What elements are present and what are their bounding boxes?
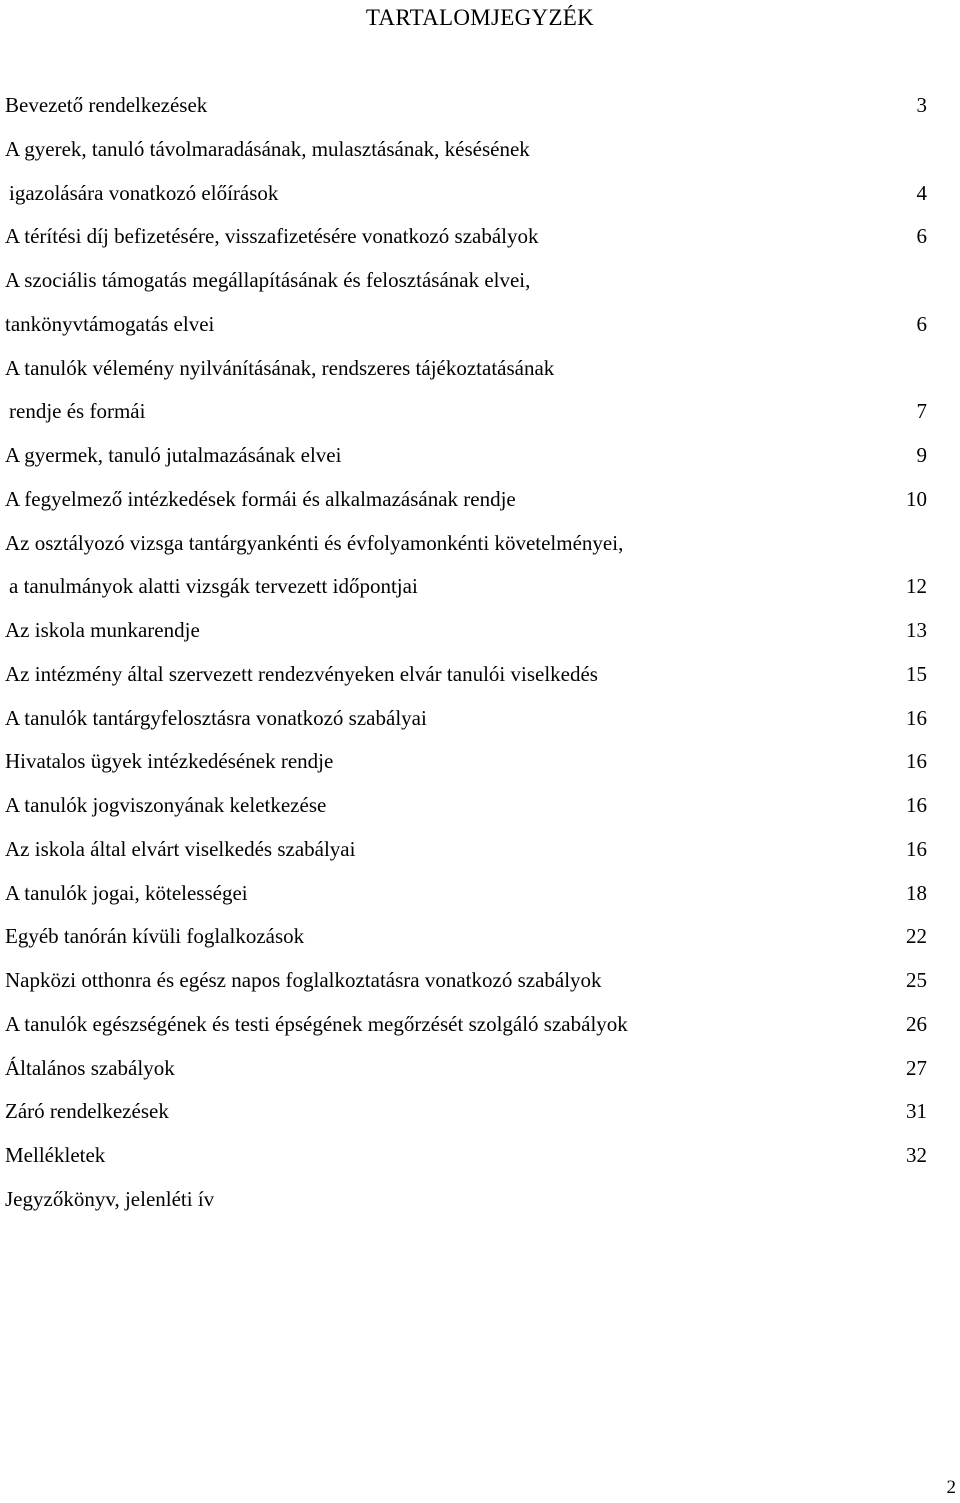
toc-entry-title: A tanulók jogviszonyának keletkezése (5, 793, 327, 817)
toc-entry (5, 1134, 927, 1178)
toc-entry-title: Az intézmény által szervezett rendezvényeken elvár tanulói viselkedés (5, 661, 598, 686)
toc-entry-page: 6 (916, 311, 927, 336)
toc-entry-page: 18 (906, 880, 927, 905)
toc-entry-title: rendje és formái (9, 399, 146, 424)
toc-entry-title: Az osztályozó vizsga tantárgyankénti és évfolyamonkénti követelményei, (5, 530, 624, 555)
toc-entry (5, 84, 927, 128)
toc-entry-title: A tanulók jogai, kötelességei (5, 880, 248, 905)
toc-entry-page: 9 (916, 443, 927, 467)
toc-entry-title: Hivatalos ügyek intézkedésének rendje (5, 749, 334, 774)
toc-entry-title: Az iskola munkarendje (5, 618, 200, 642)
toc-entry-page: 22 (906, 924, 927, 949)
toc-entry-title: A térítési díj befizetésére, visszafizetésére vonatkozó szabályok (5, 224, 539, 249)
toc-entry-page: 6 (916, 224, 927, 249)
toc-entry-title: A fegyelmező intézkedések formái és alkalmazásának rendje (5, 486, 516, 511)
toc-entry-page: 16 (906, 793, 927, 817)
toc-entry (5, 347, 927, 391)
toc-entry (5, 478, 927, 522)
toc-entry (5, 784, 927, 828)
table-of-contents (5, 84, 927, 1222)
toc-entry (5, 434, 927, 478)
toc-entry-title: Napközi otthonra és egész napos foglalkoztatásra vonatkozó szabályok (5, 968, 602, 992)
toc-entry-title: A gyermek, tanuló jutalmazásának elvei (5, 443, 342, 467)
toc-entry-page: 13 (906, 618, 927, 642)
toc-entry (5, 215, 927, 259)
toc-entry-title: Az iskola által elvárt viselkedés szabályai (5, 836, 356, 861)
toc-entry-page: 12 (906, 574, 927, 599)
toc-entry (5, 1178, 927, 1222)
toc-entry-title: Záró rendelkezések (5, 1099, 169, 1124)
toc-entry (5, 259, 927, 303)
toc-entry-title: Egyéb tanórán kívüli foglalkozások (5, 924, 305, 949)
toc-entry (5, 915, 927, 959)
toc-entry-title: Bevezető rendelkezések (5, 93, 208, 117)
toc-entry-title: Általános szabályok (5, 1055, 175, 1080)
toc-entry-page: 15 (906, 661, 927, 686)
toc-entry (5, 390, 927, 434)
toc-entry-page: 25 (906, 968, 927, 992)
toc-entry (5, 697, 927, 741)
toc-entry-title: A gyerek, tanuló távolmaradásának, mulasztásának, késésének (5, 136, 530, 161)
toc-entry (5, 959, 927, 1003)
toc-entry-title: igazolására vonatkozó előírások (9, 180, 279, 205)
toc-entry-title: tankönyvtámogatás elvei (5, 311, 215, 336)
toc-entry (5, 1090, 927, 1134)
toc-entry-page: 31 (906, 1099, 927, 1124)
toc-entry (5, 172, 927, 216)
toc-entry-page: 3 (916, 93, 927, 117)
toc-entry (5, 1003, 927, 1047)
toc-entry (5, 740, 927, 784)
toc-entry (5, 303, 927, 347)
page-number: 2 (946, 1477, 956, 1498)
toc-entry-page: 16 (906, 749, 927, 774)
toc-entry (5, 1047, 927, 1091)
toc-entry-page: 7 (916, 399, 927, 424)
toc-entry-title: A tanulók vélemény nyilvánításának, rendszeres tájékoztatásának (5, 355, 555, 380)
page-title: TARTALOMJEGYZÉK (365, 5, 595, 30)
toc-entry-title: Mellékletek (5, 1143, 106, 1167)
toc-entry (5, 128, 927, 172)
toc-entry-title: A szociális támogatás megállapításának és felosztásának elvei, (5, 268, 531, 292)
toc-entry-page: 26 (906, 1011, 927, 1036)
toc-entry-page: 4 (916, 180, 927, 205)
toc-entry-page: 32 (906, 1143, 927, 1167)
toc-entry (5, 828, 927, 872)
toc-entry-page: 16 (906, 836, 927, 861)
toc-entry (5, 609, 927, 653)
toc-entry-page: 16 (906, 705, 927, 730)
toc-entry (5, 522, 927, 566)
toc-entry-title: A tanulók egészségének és testi épségének megőrzését szolgáló szabályok (5, 1011, 628, 1036)
toc-entry-page: 10 (906, 486, 927, 511)
toc-entry (5, 565, 927, 609)
toc-entry-title: a tanulmányok alatti vizsgák tervezett időpontjai (9, 574, 418, 599)
toc-entry-title: Jegyzőkönyv, jelenléti ív (5, 1186, 215, 1211)
toc-entry (5, 872, 927, 916)
toc-entry-page: 27 (906, 1055, 927, 1080)
toc-entry (5, 653, 927, 697)
toc-entry-title: A tanulók tantárgyfelosztásra vonatkozó szabályai (5, 705, 427, 730)
